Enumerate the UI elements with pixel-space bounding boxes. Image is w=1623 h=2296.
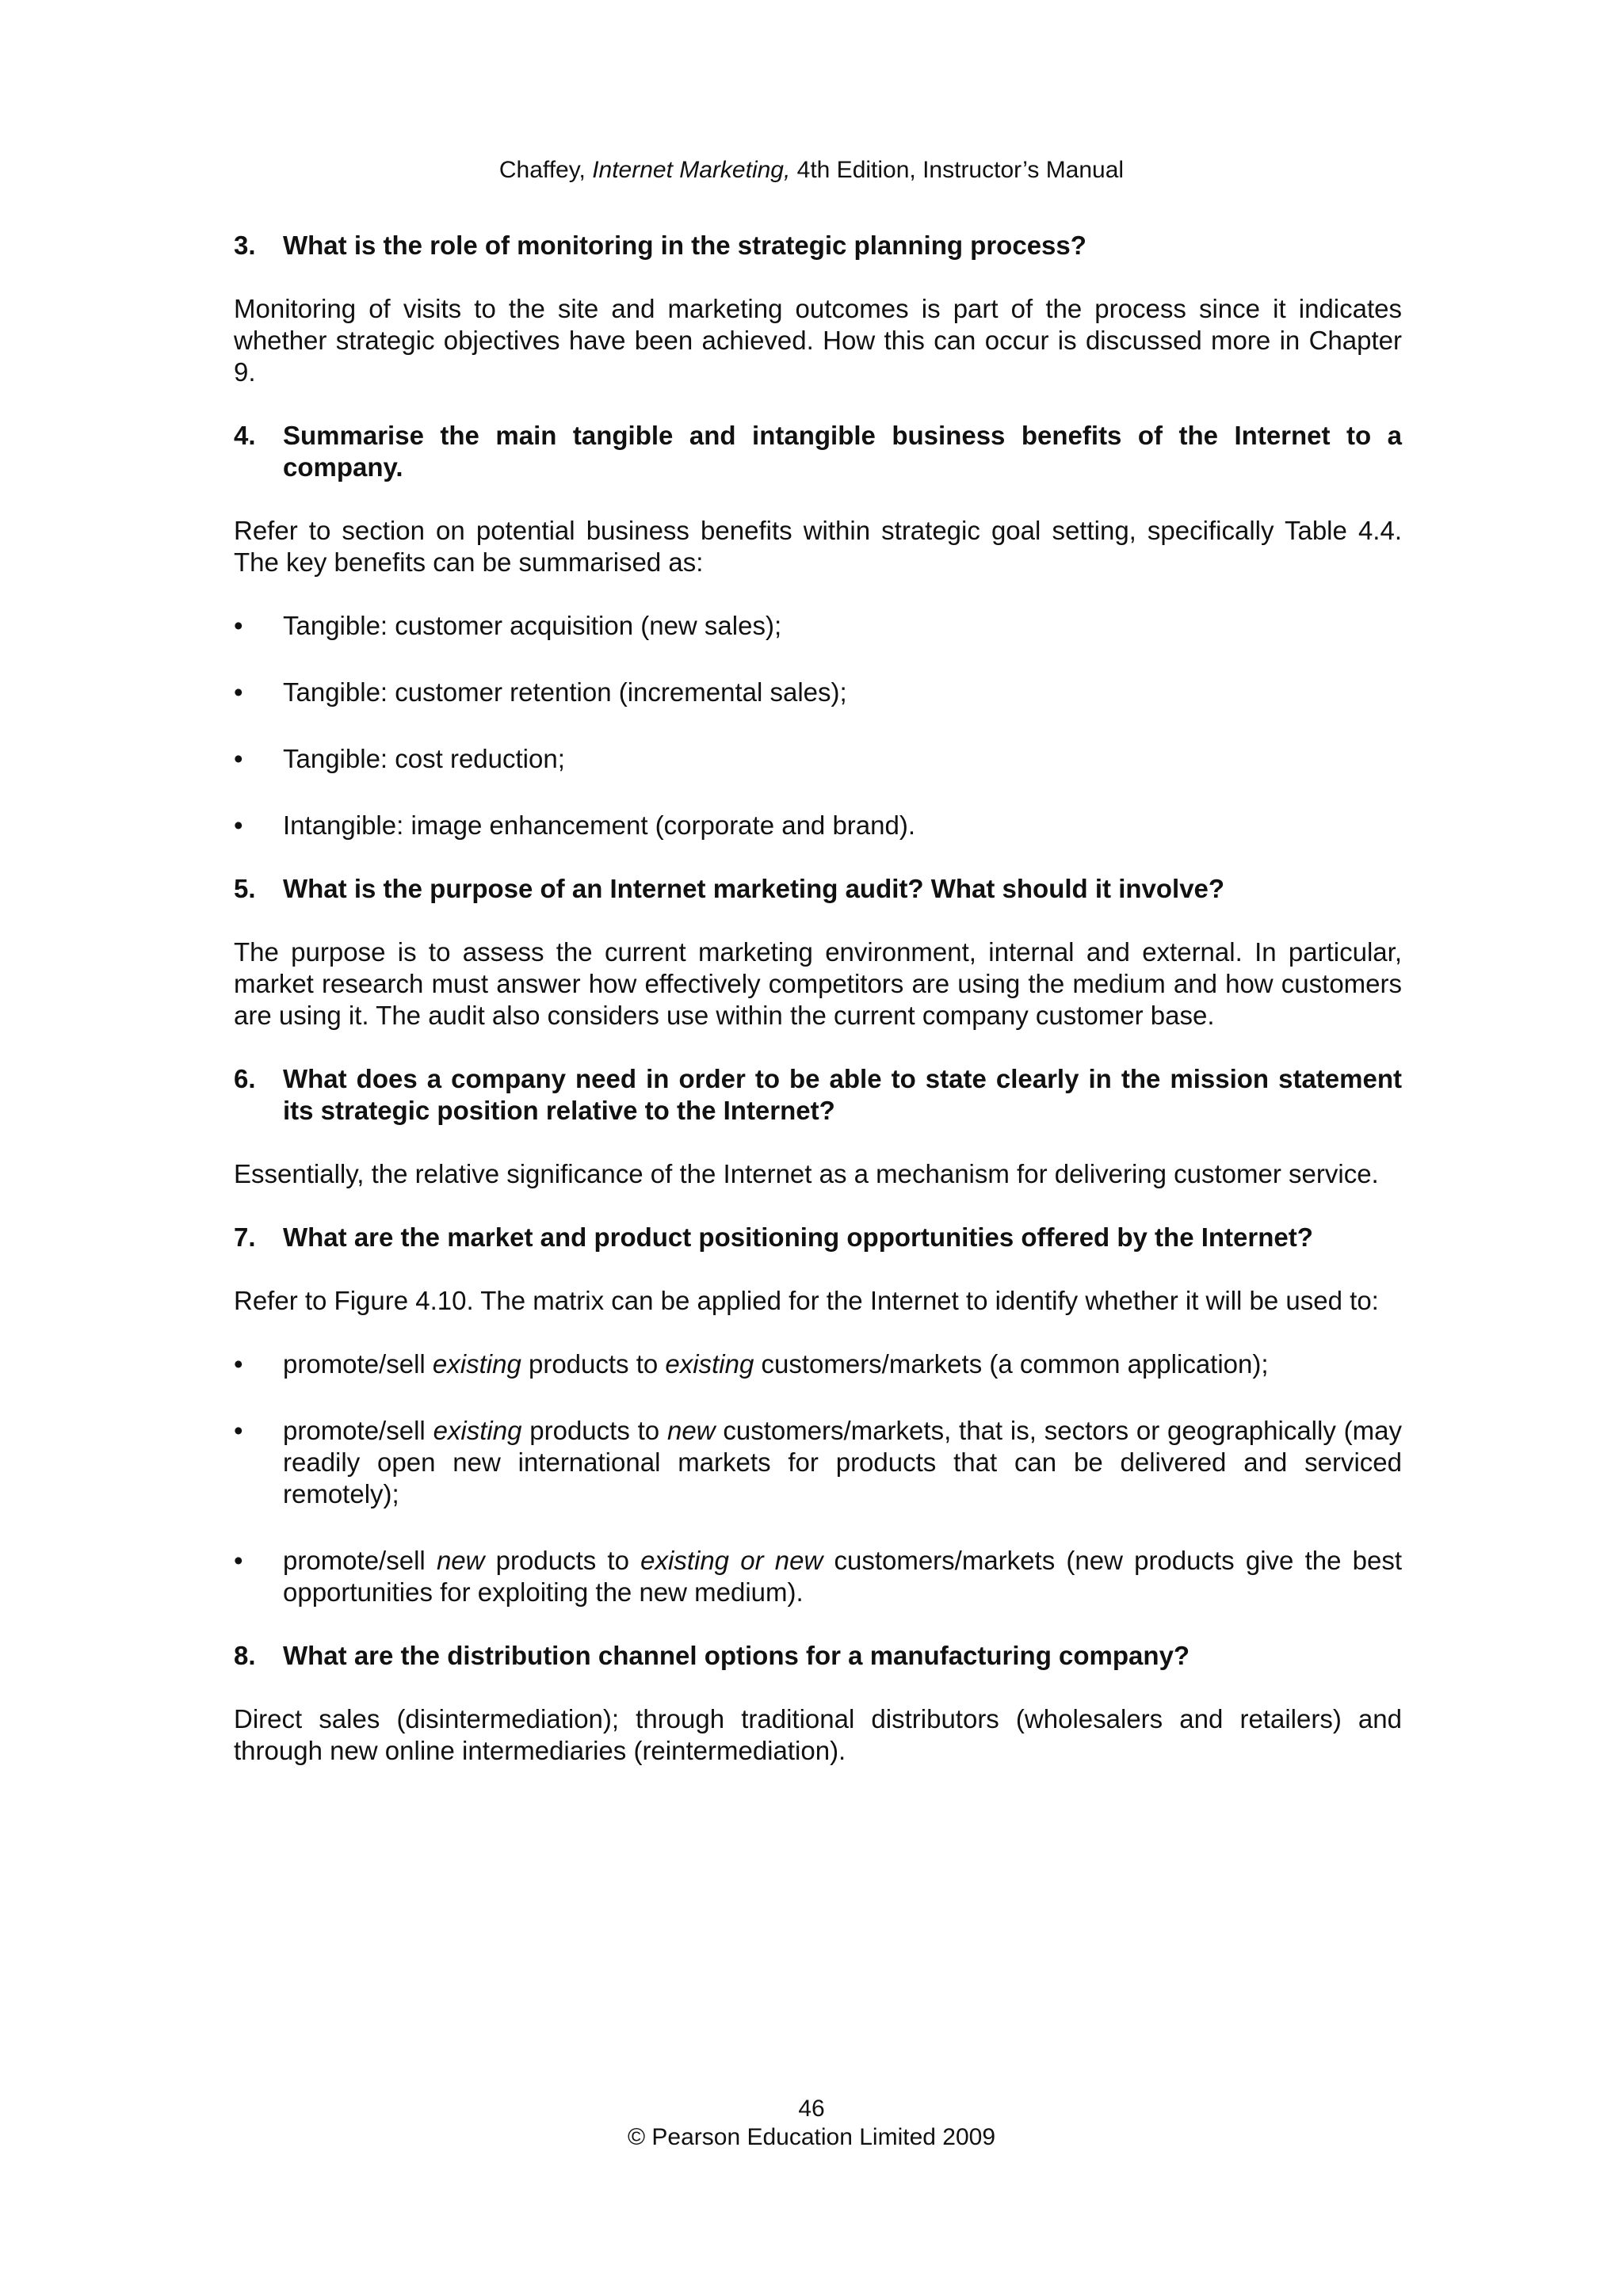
list-item-text: Intangible: image enhancement (corporate and brand). xyxy=(283,810,916,840)
question-8 xyxy=(234,1640,1402,1672)
running-header xyxy=(0,154,1623,186)
question-number: 8. xyxy=(234,1641,256,1670)
question-number: 6. xyxy=(234,1064,256,1093)
page-number: 46 xyxy=(798,2096,825,2122)
question-7 xyxy=(234,1222,1402,1253)
bullet-icon: • xyxy=(234,1416,243,1445)
answer-4: Refer to section on potential business benefits within strategic goal setting, specifically Table 4.4. The key benefits can be summarised as: xyxy=(234,516,1402,577)
question-number: 7. xyxy=(234,1222,256,1252)
list-item xyxy=(234,610,1402,642)
question-4 xyxy=(234,420,1402,483)
question-3 xyxy=(234,230,1402,261)
page-footer xyxy=(0,2095,1623,2152)
header-book-title: Internet Marketing, xyxy=(592,157,791,183)
bullet-icon: • xyxy=(234,810,243,840)
header-author: Chaffey, xyxy=(498,157,593,183)
bullet-icon: • xyxy=(234,1546,243,1575)
list-item-text: Tangible: cost reduction; xyxy=(283,744,565,773)
question-number: 5. xyxy=(234,874,256,903)
question-text: What are the market and product positioning opportunities offered by the Internet? xyxy=(283,1222,1313,1252)
bullet-icon: • xyxy=(234,611,243,640)
answer-5: The purpose is to assess the current marketing environment, internal and external. In particular, market research must answer how effectively competitors are using the medium and how customers are using it. The audit also considers use within the current company customer base. xyxy=(234,937,1402,1030)
question-number: 3. xyxy=(234,231,256,260)
answer-8: Direct sales (disintermediation); through traditional distributors (wholesalers and retailers) and through new online intermediaries (reintermediation). xyxy=(234,1704,1402,1765)
list-item xyxy=(234,743,1402,775)
list-item xyxy=(234,810,1402,841)
benefits-list xyxy=(234,610,1402,841)
answer-7: Refer to Figure 4.10. The matrix can be applied for the Internet to identify whether it will be used to: xyxy=(234,1286,1379,1315)
list-item-text: Tangible: customer acquisition (new sales); xyxy=(283,611,782,640)
question-text: What is the purpose of an Internet marketing audit? What should it involve? xyxy=(283,874,1225,903)
question-5 xyxy=(234,873,1402,905)
list-item xyxy=(234,1415,1402,1510)
answer-3: Monitoring of visits to the site and marketing outcomes is part of the process since it indicates whether strategic objectives have been achieved. How this can occur is discussed more in Chapter 9. xyxy=(234,294,1402,387)
copyright-notice: © Pearson Education Limited 2009 xyxy=(627,2124,996,2150)
list-item-text: promote/sell existing products to new customers/markets, that is, sectors or geographically (may readily open new international markets for products that can be delivered and serviced remotely); xyxy=(283,1416,1402,1508)
list-item xyxy=(234,1348,1402,1380)
page-content xyxy=(234,230,1402,1798)
question-text: What are the distribution channel options for a manufacturing company? xyxy=(283,1641,1190,1670)
header-edition: 4th Edition, Instructor’s Manual xyxy=(790,157,1125,183)
question-text: Summarise the main tangible and intangible business benefits of the Internet to a company. xyxy=(283,421,1402,482)
bullet-icon: • xyxy=(234,744,243,773)
question-text: What does a company need in order to be able to state clearly in the mission statement its strategic position relative to the Internet? xyxy=(283,1064,1402,1125)
list-item-text: promote/sell new products to existing or new customers/markets (new products give the best opportunities for exploiting the new medium). xyxy=(283,1546,1402,1607)
list-item xyxy=(234,1545,1402,1608)
positioning-list xyxy=(234,1348,1402,1608)
answer-6: Essentially, the relative significance of the Internet as a mechanism for delivering customer service. xyxy=(234,1159,1379,1188)
bullet-icon: • xyxy=(234,677,243,707)
list-item-text: Tangible: customer retention (incremental sales); xyxy=(283,677,847,707)
bullet-icon: • xyxy=(234,1349,243,1379)
list-item xyxy=(234,677,1402,708)
list-item-text: promote/sell existing products to existing customers/markets (a common application); xyxy=(283,1349,1269,1379)
question-6 xyxy=(234,1063,1402,1127)
question-text: What is the role of monitoring in the strategic planning process? xyxy=(283,231,1086,260)
question-number: 4. xyxy=(234,421,256,450)
